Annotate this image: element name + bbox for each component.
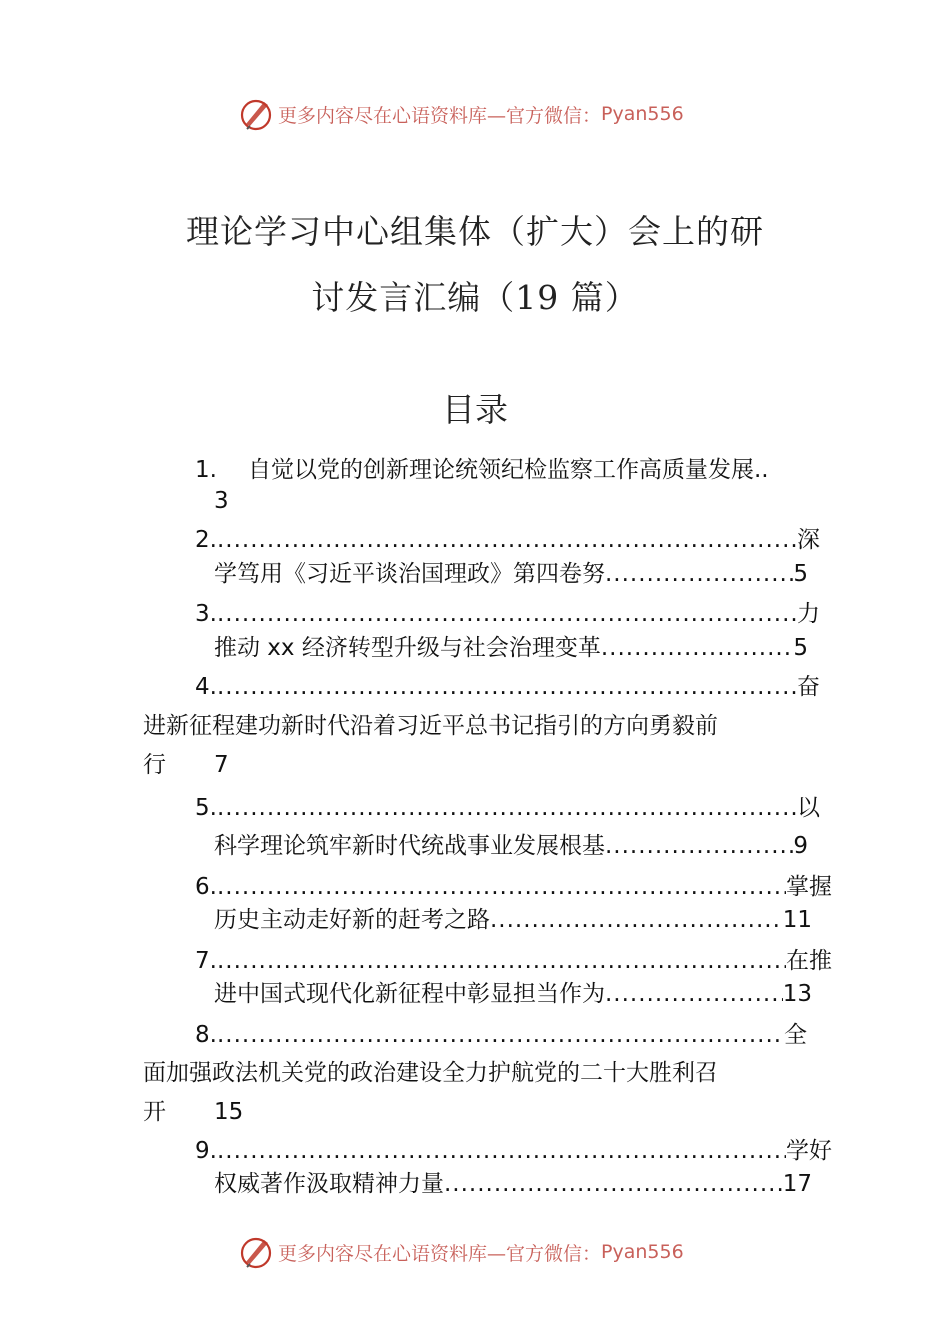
toc-entry-9-number: 9. [195,1138,217,1164]
toc-entry-2-head: 深 [797,527,820,553]
banner-wechat-id: Pyan556 [601,103,684,125]
toc-entry-9-leader[interactable] [195,1134,832,1168]
toc-entry-9-rest-row[interactable] [214,1167,812,1201]
dot-leader [605,977,783,1011]
dot-leader [444,1167,783,1201]
toc-entry-8-number: 8. [195,1022,217,1048]
toc-entry-2-rest-row[interactable] [214,557,808,591]
toc-entry-6-number: 6. [195,874,217,900]
toc-entry-6-head: 掌握 [786,874,832,900]
toc-entry-7-number: 7. [195,948,217,974]
toc-entry-4-number: 4. [195,674,217,700]
toc-entry-4-page: 7 [214,752,229,778]
toc-entry-5-number: 5. [195,795,217,821]
dot-leader [605,829,793,863]
toc-entry-5-rest: 科学理论筑牢新时代统战事业发展根基 [214,833,605,859]
header-banner [0,94,950,134]
dot-leader [217,1018,784,1052]
toc-entry-3-leader[interactable] [195,597,820,631]
dot-leader [217,944,786,978]
document-title-line2: 讨发言汇编（19 篇） [311,278,639,317]
toc-entry-3-rest-row[interactable] [214,631,808,665]
toc-heading: 目录 [442,390,508,429]
footer-banner [0,1232,950,1272]
toc-entry-4-head: 奋 [797,674,820,700]
toc-entry-2-leader[interactable] [195,523,820,557]
toc-entry-9-head: 学好 [786,1138,832,1164]
quill-logo-icon [238,96,274,132]
document-title-line1: 理论学习中心组集体（扩大）会上的研 [186,212,764,251]
toc-entry-6-rest: 历史主动走好新的赶考之路 [214,907,490,933]
toc-entry-3-page: 5 [793,635,808,661]
dot-leader [217,523,797,557]
toc-entry-3-head: 力 [797,601,820,627]
toc-entry-6-page: 11 [782,907,812,933]
toc-entry-9-rest: 权威著作汲取精神力量 [214,1171,444,1197]
banner-wechat-id: Pyan556 [601,1241,684,1263]
banner-text: 更多内容尽在心语资料库—官方微信： [278,104,602,127]
toc-entry-9-page: 17 [782,1171,812,1197]
toc-entry-5-head: 以 [797,795,820,821]
toc-entry-6-rest-row[interactable] [214,903,812,937]
toc-entry-5-rest-row[interactable] [214,829,808,863]
toc-entry-3-number: 3. [195,601,217,627]
toc-entry-4-leader[interactable] [195,670,820,704]
toc-entry-8-tail-word: 开 [143,1099,166,1125]
toc-entry-2-number: 2. [195,527,217,553]
toc-entry-7-head: 在推 [786,948,832,974]
toc-entry-7-page: 13 [782,981,812,1007]
toc-entry-1-number: 1. [195,457,217,483]
toc-entry-3-rest: 推动 xx 经济转型升级与社会治理变革 [214,635,601,661]
toc-entry-7-rest: 进中国式现代化新征程中彰显担当作为 [214,981,605,1007]
dot-leader [217,597,797,631]
toc-entry-8-page: 15 [214,1099,244,1125]
toc-entry-5-leader[interactable] [195,791,820,825]
toc-entry-7-rest-row[interactable] [214,977,812,1011]
dot-leader [217,870,786,904]
toc-entry-8-leader[interactable] [195,1018,807,1052]
toc-entry-2-rest: 学笃用《习近平谈治国理政》第四卷努 [214,561,605,587]
dot-leader [605,557,793,591]
toc-entry-4-rest[interactable]: 进新征程建功新时代沿着习近平总书记指引的方向勇毅前 [143,713,718,739]
toc-entry-1-title[interactable]: 自觉以党的创新理论统领纪检监察工作高质量发展.. [248,457,769,483]
dot-leader [601,631,794,665]
banner-text: 更多内容尽在心语资料库—官方微信： [278,1242,602,1265]
quill-logo-icon [238,1234,274,1270]
toc-entry-1-page: 3 [214,488,229,514]
dot-leader [490,903,783,937]
dot-leader [217,1134,786,1168]
dot-leader [217,670,797,704]
dot-leader [217,791,797,825]
toc-entry-5-page: 9 [793,833,808,859]
toc-entry-8-head: 全 [784,1022,807,1048]
toc-entry-4-tail-word: 行 [143,752,166,778]
toc-entry-6-leader[interactable] [195,870,832,904]
toc-entry-8-rest[interactable]: 面加强政法机关党的政治建设全力护航党的二十大胜利召 [143,1060,718,1086]
toc-entry-7-leader[interactable] [195,944,832,978]
toc-entry-2-page: 5 [793,561,808,587]
